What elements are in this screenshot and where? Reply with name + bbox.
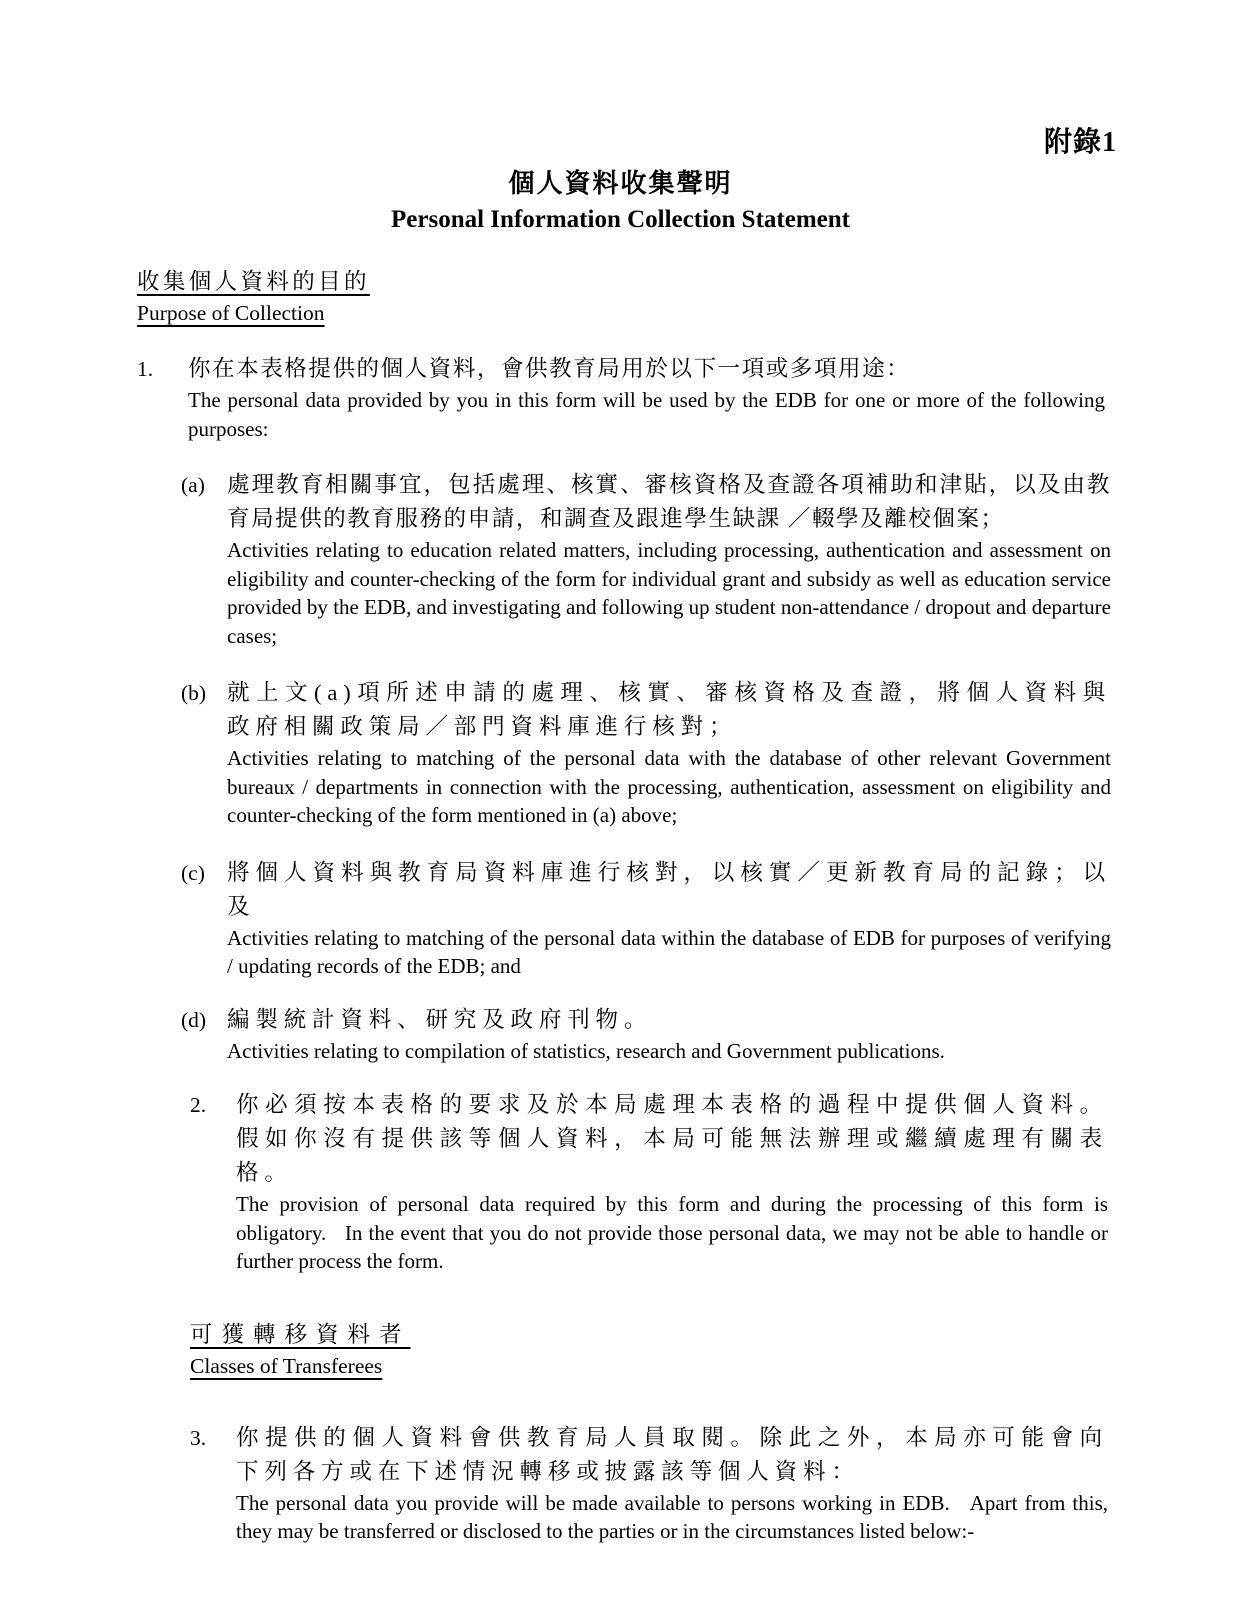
list-item-1 xyxy=(137,352,1241,443)
item-body xyxy=(236,1088,1114,1276)
item-text-en: The provision of personal data required by this form and during the processing of this form is obligatory. In the event that you do not provide those personal data, we may not be able to handle or further process the form. xyxy=(236,1192,1114,1273)
subitem-text-en: Activities relating to education related matters, including processing, authentication and assessment on eligibility and counter-checking of the form for individual grant and subsidy as well as education service provided by the EDB, and investigating and following up student non-attendance / dropout and departure cases; xyxy=(227,538,1117,648)
item-number: 2. xyxy=(190,1093,207,1117)
section-heading-purpose-zh: 收集個人資料的目的 xyxy=(137,269,370,294)
item-text-zh: 你提供的個人資料會供教育局人員取閱。除此之外，本局亦可能會向下列各方或在下述情況轉移或披露該等個人資料： xyxy=(236,1424,1108,1484)
subitem-text-zh: 將個人資料與教育局資料庫進行核對，以核實／更新教育局的記錄；以及 xyxy=(227,859,1111,919)
subitem-text-en: Activities relating to matching of the personal data with the database of other relevant Government bureaux / departments in connection with the processing, authentication, assessment on eligibility and counter-checking of the form mentioned in (a) above; xyxy=(227,746,1117,827)
item-body xyxy=(236,1421,1114,1546)
subitem-label: (c) xyxy=(181,860,205,885)
subitem-label: (b) xyxy=(181,681,207,705)
list-item-2 xyxy=(190,1088,1241,1276)
item-number: 3. xyxy=(190,1425,207,1450)
list-item-3 xyxy=(190,1421,1241,1546)
list-subitem-c xyxy=(181,856,1241,981)
subitem-body xyxy=(227,676,1117,830)
document-title-block xyxy=(0,0,1241,237)
list-subitem-a xyxy=(181,468,1241,650)
section-heading-purpose xyxy=(137,267,1241,327)
item-body xyxy=(188,352,1111,443)
subitem-text-zh: 處理教育相關事宜，包括處理、核實、審核資格及查證各項補助和津貼，以及由教育局提供的教育服務的申請，和調查及跟進學生缺課 ／輟學及離校個案； xyxy=(227,472,1111,531)
item-text-en: The personal data provided by you in this form will be used by the EDB for one or more of the following purposes: xyxy=(188,388,1111,441)
subitem-text-en: Activities relating to compilation of statistics, research and Government publications. xyxy=(227,1038,945,1063)
item-text-zh: 你必須按本表格的要求及於本局處理本表格的過程中提供個人資料。假如你沒有提供該等個人資料，本局可能無法辦理或繼續處理有關表格。 xyxy=(236,1092,1108,1185)
section-heading-transferees-en: Classes of Transferees xyxy=(190,1353,383,1378)
appendix-label: 附錄1 xyxy=(1044,127,1118,158)
subitem-body xyxy=(227,468,1117,650)
subitem-body xyxy=(227,1003,1111,1066)
list-subitem-d xyxy=(181,1003,1241,1066)
item-text-zh: 你在本表格提供的個人資料，會供教育局用於以下一項或多項用途： xyxy=(188,356,911,381)
subitem-text-zh: 就上文(a)項所述申請的處理、核實、審核資格及查證，將個人資料與政府相關政策局／部門資料庫進行核對； xyxy=(227,680,1111,739)
section-heading-transferees-zh: 可獲轉移資料者 xyxy=(190,1321,411,1347)
subitem-text-zh: 編製統計資料、研究及政府刊物。 xyxy=(227,1006,653,1032)
section-heading-purpose-en: Purpose of Collection xyxy=(137,301,325,325)
item-number: 1. xyxy=(137,357,154,381)
list-subitem-b xyxy=(181,676,1241,830)
section-heading-transferees xyxy=(190,1320,1241,1380)
document-title-en: Personal Information Collection Statement xyxy=(391,206,850,233)
subitem-label: (a) xyxy=(181,473,205,497)
subitem-label: (d) xyxy=(181,1007,207,1032)
document-title-zh: 個人資料收集聲明 xyxy=(508,169,733,198)
subitem-text-en: Activities relating to matching of the personal data within the database of EDB for purposes of verifying / updating records of the EDB; and xyxy=(227,925,1117,978)
item-text-en: The personal data you provide will be made available to persons working in EDB. Apart from this, they may be transferred or disclosed to the parties or in the circumstances listed below:- xyxy=(236,1490,1114,1543)
subitem-body xyxy=(227,856,1117,981)
